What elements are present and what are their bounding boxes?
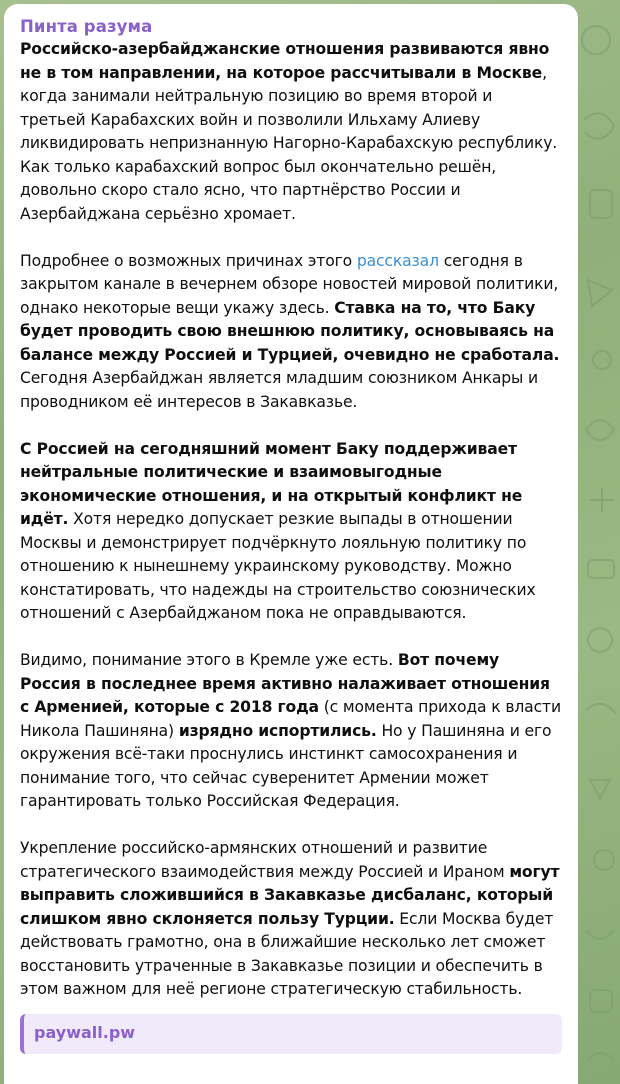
- message-paragraph: [20, 837, 562, 1002]
- message-paragraph: [20, 38, 562, 226]
- text-span: Укрепление российско-армянских отношений и развитие стратегического взаимодействия между Россией и Ираном: [20, 839, 510, 881]
- text-span: сегодня в закрытом канале в вечернем обзоре новостей мировой политики, однако некоторые вещи укажу здесь.: [20, 251, 559, 317]
- text-span: Видимо, понимание этого в Кремле уже есть.: [20, 651, 398, 669]
- text-span: Хотя нередко допускает резкие выпады в отношении Москвы и демонстрирует подчёркнуто лояльную политику по отношению к нынешнему украинскому руководству. Можно констатировать, что надежды на строительство союзнических отношений с Азербайджаном пока не оправдываются.: [20, 510, 536, 622]
- text-span: (с момента прихода к власти Никола Пашиняна): [20, 698, 561, 740]
- bold-text-span: Вот почему Россия в последнее время активно налаживает отношения с Арменией, которые с 2018 года: [20, 651, 550, 716]
- link-preview-site-name[interactable]: paywall.pw: [34, 1022, 136, 1042]
- inline-link[interactable]: рассказал: [356, 251, 439, 270]
- channel-name[interactable]: Пинта разума: [20, 17, 153, 36]
- bold-text-span: С Россией на сегодняшний момент Баку поддерживает нейтральные политические и взаимовыгодные экономические отношения, и на открытый конфликт не идёт.: [20, 439, 523, 528]
- text-span: Но у Пашиняна и его окружения всё-таки проснулись инстинкт самосохранения и понимание того, что сейчас суверенитет Армении может гарантировать только Российская Федерация.: [20, 721, 552, 810]
- link-preview[interactable]: [20, 1014, 562, 1054]
- bold-text-span: могут выправить сложившийся в Закавказье дисбаланс, который слишком явно склоняется пользу Турции.: [20, 862, 560, 928]
- bold-text-span: Ставка на то, что Баку будет проводить свою внешнюю политику, основываясь на балансе между Россией и Турцией, очевидно не сработала.: [20, 298, 560, 364]
- message-text: [20, 38, 562, 1002]
- bold-text-span: изрядно испортились.: [178, 721, 377, 740]
- message-paragraph: [20, 438, 562, 626]
- message-bubble: [4, 4, 578, 1084]
- bold-text-span: Российско-азербайджанские отношения развиваются явно не в том направлении, на которое рассчитывали в Москве: [20, 40, 550, 82]
- message-paragraph: [20, 649, 562, 814]
- message-paragraph: [20, 250, 562, 415]
- text-span: Сегодня Азербайджан является младшим союзником Анкары и проводником её интересов в Закавказье.: [20, 369, 538, 411]
- text-span: , когда занимали нейтральную позицию во время второй и третьей Карабахских войн и позволили Ильхаму Алиеву ликвидировать непризнанную Нагорно-Карабахскую республику. Как только карабахский вопрос был окончательно решён, довольно скоро стало ясно, что партнёрство России и Азербайджана серьёзно хромает.: [20, 63, 558, 223]
- text-span: Если Москва будет действовать грамотно, она в ближайшие несколько лет сможет восстановить утраченные в Закавказье позиции и обеспечить в этом важном для неё регионе стратегическую стабильность.: [20, 909, 554, 998]
- text-span: Подробнее о возможных причинах этого: [20, 251, 357, 270]
